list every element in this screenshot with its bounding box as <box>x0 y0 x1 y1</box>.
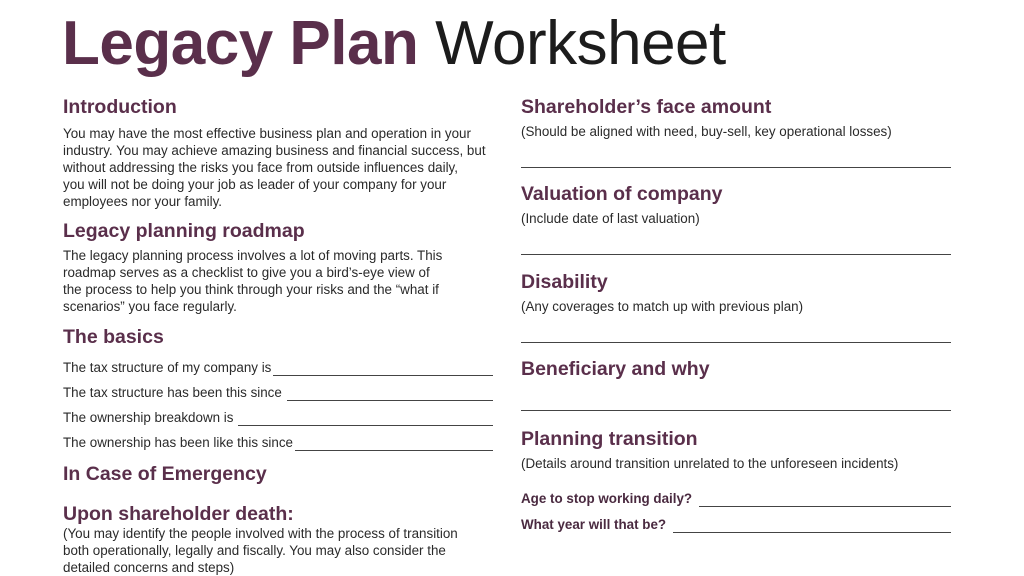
left-column <box>63 94 493 576</box>
roadmap-line: the process to help you think through your risks and the “what if <box>63 282 439 297</box>
roadmap-line: The legacy planning process involves a lot of moving parts. This <box>63 248 443 263</box>
transition-heading: Planning transition <box>521 428 698 450</box>
disability-heading: Disability <box>521 271 608 293</box>
death-line: (You may identify the people involved with the process of transition <box>63 526 458 541</box>
roadmap-line: scenarios” you face regularly. <box>63 299 237 314</box>
roadmap-paragraph <box>63 247 493 315</box>
fill-line[interactable] <box>287 387 493 401</box>
valuation-note: (Include date of last valuation) <box>521 211 700 226</box>
death-paragraph <box>63 525 493 576</box>
fill-line[interactable] <box>699 493 951 507</box>
fill-line[interactable] <box>295 437 493 451</box>
face-amount-line[interactable] <box>521 167 951 168</box>
valuation-heading: Valuation of company <box>521 183 723 205</box>
fill-line[interactable] <box>273 362 493 376</box>
transition-note: (Details around transition unrelated to the unforeseen incidents) <box>521 456 899 471</box>
page-title <box>62 4 726 84</box>
field-label: What year will that be? <box>521 517 667 532</box>
right-column <box>521 94 951 533</box>
tax-structure-since-field[interactable] <box>63 384 493 401</box>
field-label: The ownership breakdown is <box>63 410 234 425</box>
field-label: Age to stop working daily? <box>521 491 693 506</box>
field-label: The tax structure of my company is <box>63 360 272 375</box>
title-light: Worksheet <box>435 9 726 78</box>
intro-line: employees nor your family. <box>63 194 223 209</box>
face-amount-note: (Should be aligned with need, buy-sell, key operational losses) <box>521 124 892 139</box>
ownership-since-field[interactable] <box>63 434 493 451</box>
emergency-heading: In Case of Emergency <box>63 463 267 485</box>
field-label: The ownership has been like this since <box>63 435 294 450</box>
field-label: The tax structure has been this since <box>63 385 282 400</box>
disability-line[interactable] <box>521 342 951 343</box>
death-line: detailed concerns and steps) <box>63 560 235 575</box>
death-line: both operationally, legally and fiscally. You may also consider the <box>63 543 446 558</box>
basics-heading: The basics <box>63 326 164 348</box>
beneficiary-heading: Beneficiary and why <box>521 358 710 380</box>
death-heading: Upon shareholder death: <box>63 503 294 525</box>
intro-heading: Introduction <box>63 96 177 118</box>
ownership-breakdown-field[interactable] <box>63 409 493 426</box>
roadmap-heading: Legacy planning roadmap <box>63 220 305 242</box>
disability-note: (Any coverages to match up with previous plan) <box>521 299 804 314</box>
title-bold: Legacy Plan <box>62 9 419 78</box>
roadmap-line: roadmap serves as a checklist to give you a bird’s-eye view of <box>63 265 430 280</box>
intro-line: you will not be doing your job as leader of your company for your <box>63 177 447 192</box>
stop-working-age-field[interactable] <box>521 490 951 507</box>
tax-structure-field[interactable] <box>63 359 493 376</box>
fill-line[interactable] <box>673 519 951 533</box>
intro-line: industry. You may achieve amazing business and financial success, but <box>63 143 486 158</box>
fill-line[interactable] <box>238 412 493 426</box>
stop-working-year-field[interactable] <box>521 516 951 533</box>
intro-line: You may have the most effective business plan and operation in your <box>63 126 471 141</box>
intro-paragraph <box>63 125 493 210</box>
beneficiary-line[interactable] <box>521 410 951 411</box>
intro-line: without addressing the risks you face from outside influences daily, <box>63 160 458 175</box>
face-amount-heading: Shareholder’s face amount <box>521 96 772 118</box>
valuation-line[interactable] <box>521 254 951 255</box>
